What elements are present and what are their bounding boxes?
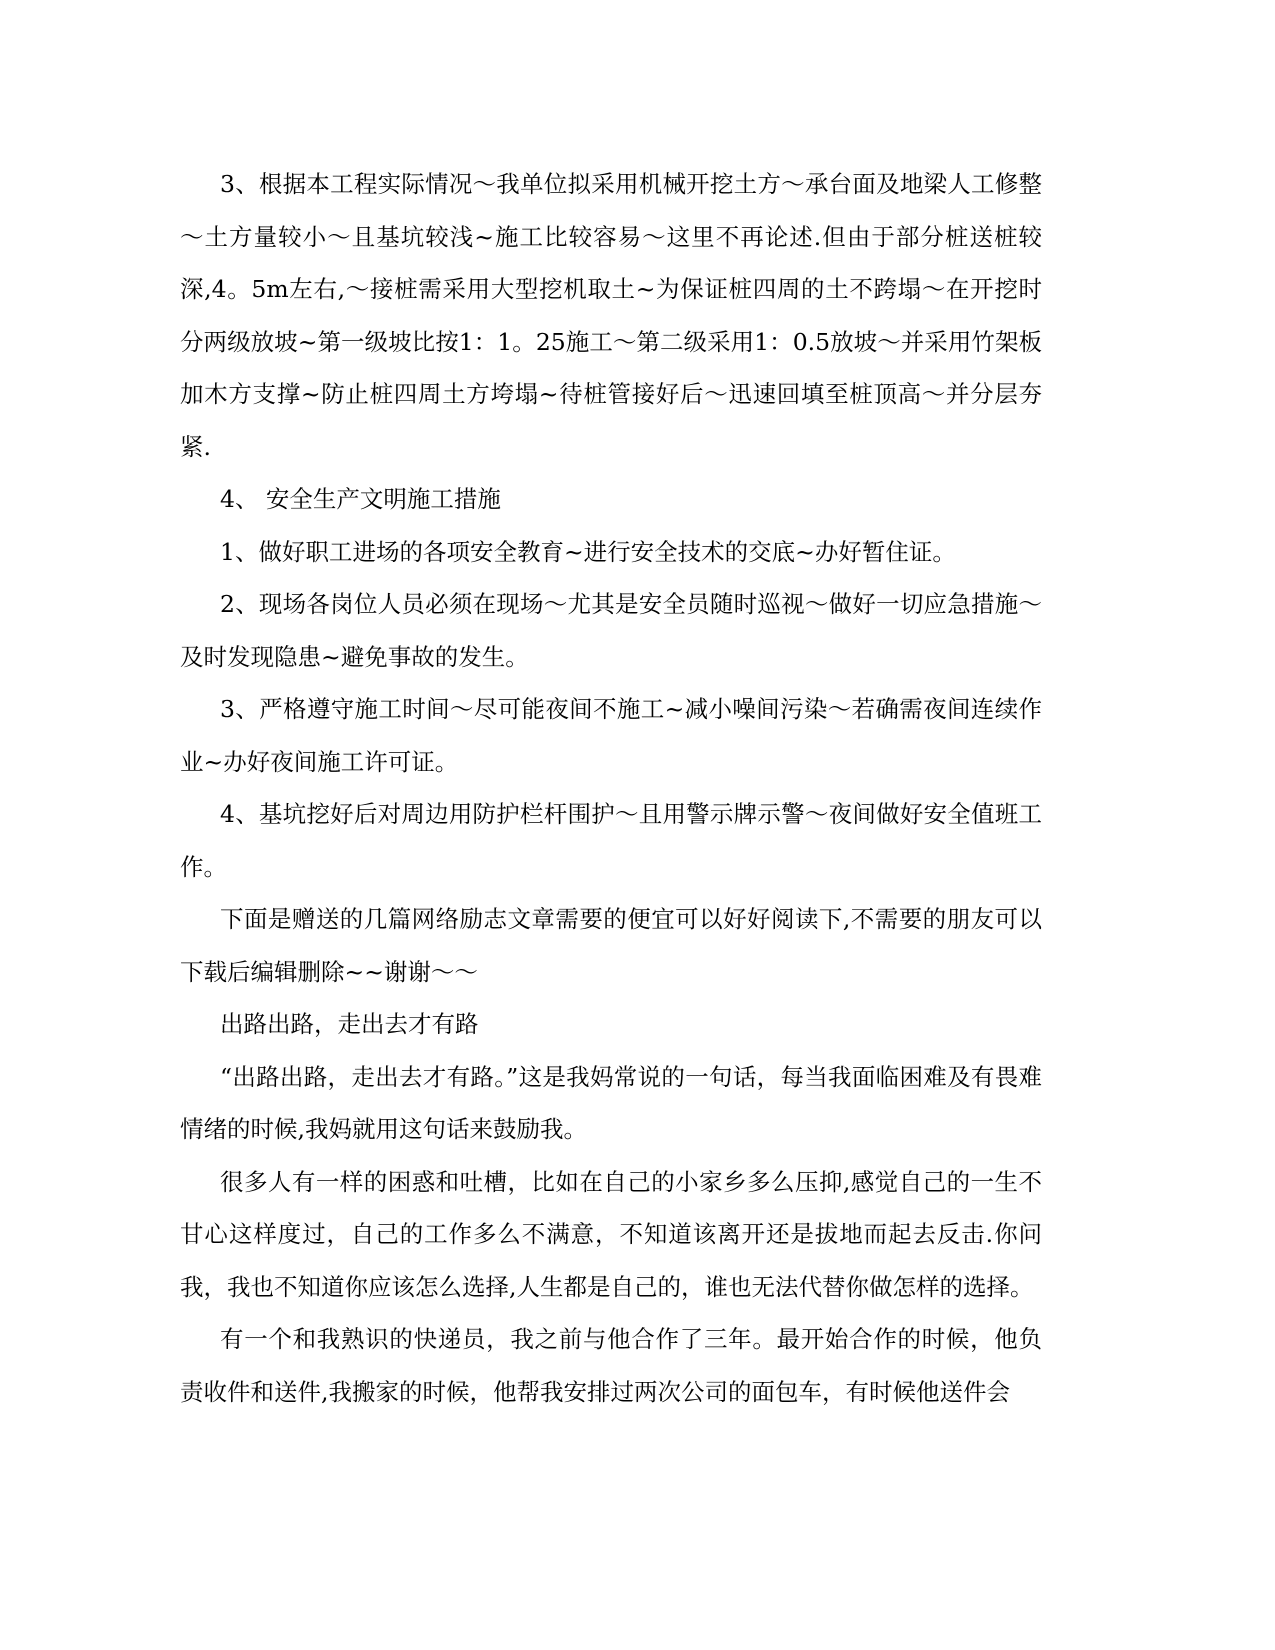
paragraph-safety-1: 1、做好职工进场的各项安全教育~进行安全技术的交底~办好暂住证。 [220, 537, 956, 566]
document-body [180, 158, 1042, 1418]
article-title: 出路出路，走出去才有路 [220, 1010, 479, 1038]
paragraph-safety-3: 3、严格遵守施工时间～尽可能夜间不施工~减小噪间污染～若确需夜间连续作业~办好夜间施工许可证。 [180, 695, 1042, 776]
paragraph-article-3: 有一个和我熟识的快递员，我之前与他合作了三年。最开始合作的时候，他负责收件和送件,我搬家的时候，他帮我安排过两次公司的面包车，有时候他送件会 [180, 1325, 1042, 1406]
paragraph-article-1: “出路出路，走出去才有路。”这是我妈常说的一句话，每当我面临困难及有畏难情绪的时候,我妈就用这句话来鼓励我。 [180, 1062, 1042, 1143]
paragraph-article-2: 很多人有一样的困惑和吐槽，比如在自己的小家乡多么压抑,感觉自己的一生不甘心这样度过，自己的工作多么不满意，不知道该离开还是拔地而起去反击.你问我，我也不知道你应该怎么选择,人生都是自己的，谁也无法代替你做怎样的选择。 [180, 1167, 1042, 1301]
section-heading-safety: 4、 安全生产文明施工措施 [220, 485, 501, 513]
paragraph-safety-4: 4、基坑挖好后对周边用防护栏杆围护～且用警示牌示警～夜间做好安全值班工作。 [180, 800, 1042, 881]
paragraph-bonus-note: 下面是赠送的几篇网络励志文章需要的便宜可以好好阅读下,不需要的朋友可以下载后编辑删除~~谢谢～～ [180, 905, 1042, 986]
paragraph-excavation: 3、根据本工程实际情况～我单位拟采用机械开挖土方～承台面及地梁人工修整～土方量较小～且基坑较浅~施工比较容易～这里不再论述.但由于部分桩送桩较深,4。5m左右,～接桩需采用大型挖机取土~为保证桩四周的土不跨塌～在开挖时分两级放坡~第一级坡比按1：1。25施工～第二级采用1：0.5放坡～并采用竹架板加木方支撑~防止桩四周土方垮塌~待桩管接好后～迅速回填至桩顶高～并分层夯紧. [180, 170, 1042, 461]
paragraph-safety-2: 2、现场各岗位人员必须在现场～尤其是安全员随时巡视～做好一切应急措施～及时发现隐患~避免事故的发生。 [180, 590, 1042, 671]
